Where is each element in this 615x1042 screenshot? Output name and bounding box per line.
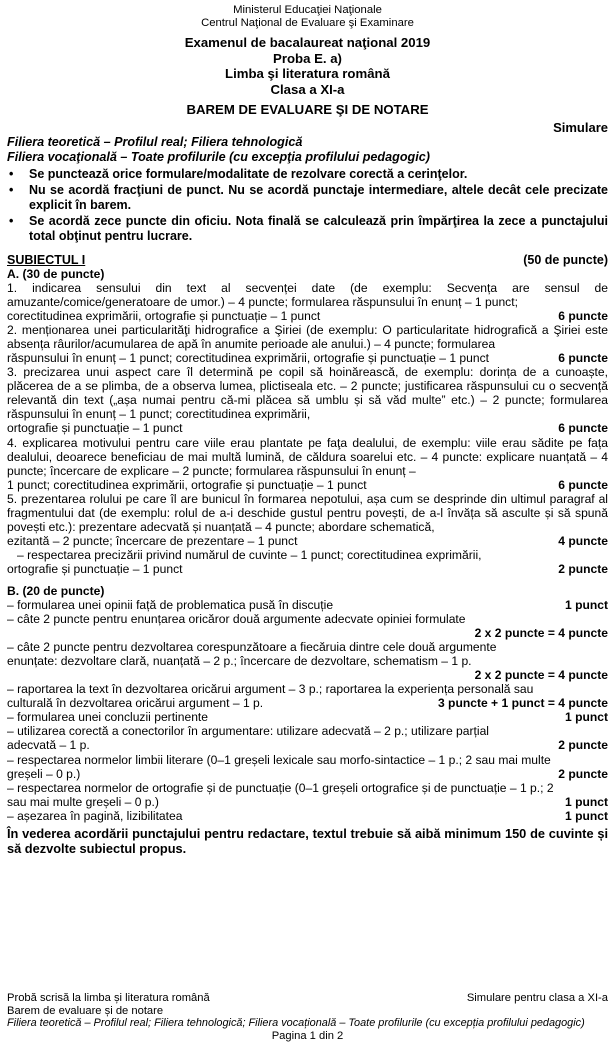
part-b-title: B. (20 de puncte) bbox=[7, 584, 608, 598]
filiera-line-2: Filiera vocaţională – Toate profilurile (cu excepţia profilului pedagogic) bbox=[7, 150, 608, 165]
bullet-icon: • bbox=[9, 167, 13, 182]
simulare-label: Simulare bbox=[7, 120, 608, 135]
b-item: – raportarea la text în dezvoltarea oricărui argument – 3 p.; raportarea la experiența personală sau culturală în dezvoltarea oricărui argument – 1 p. 3 puncte + 1 punct = 4 puncte bbox=[7, 682, 608, 710]
b-item: – respectarea normelor de ortografie și de punctuație (0–1 greșeli ortografice și de punctuație – 1 p.; 2 sau mai multe greșeli – 0 p.) 1 punct bbox=[7, 781, 608, 809]
document-page bbox=[7, 4, 608, 857]
item-2: 2. menționarea unei particularităţi hidrografice a Şiriei (de exemplu: O particularitate hidrografică a Şiriei este absența râurilor/acumularea de apă în anumite perioade ale anului.) – 4 puncte; formularea răspunsului în enunț – 1 punct; corectitudinea exprimării, ortografie și punctuație – 1 punct 6 puncte bbox=[7, 323, 608, 365]
redactare-note: În vederea acordării punctajului pentru redactare, textul trebuie să aibă minimum 150 de cuvinte și să dezvolte subiectul propus. bbox=[7, 826, 608, 857]
subiect-heading bbox=[7, 253, 608, 267]
rule-item: • Se punctează orice formulare/modalitate de rezolvare corectă a cerinţelor. bbox=[7, 167, 608, 182]
rule-item: • Nu se acordă fracţiuni de punct. Nu se acordă punctaje intermediare, altele decât cele precizate explicit în barem. bbox=[7, 183, 608, 212]
subiect-points: (50 de puncte) bbox=[523, 253, 608, 267]
item-4: 4. explicarea motivului pentru care viile erau plantate pe faţa dealului, de exemplu: viile erau sădite pe fața dealului, deoarece beneficiau de mai multă lumină, de căldura soarelui etc. – 4 puncte: explicare nuanțată – 4 puncte; încercare de explicare – 2 puncte; formularea răspunsului în enunț – 1 punct; corectitudinea exprimării, ortografie și punctuație – 1 punct 6 puncte bbox=[7, 436, 608, 492]
b-item: – formularea unei opinii față de problematica pusă în discuție 1 punct bbox=[7, 598, 608, 612]
b-item: – formularea unei concluzii pertinente 1 punct bbox=[7, 710, 608, 724]
b-item: – câte 2 puncte pentru enunțarea oricăror două argumente adecvate opiniei formulate 2 x 2 puncte = 4 puncte bbox=[7, 612, 608, 640]
bullet-icon: • bbox=[9, 214, 13, 229]
evaluation-center: Centrul Naţional de Evaluare şi Examinare bbox=[7, 17, 608, 30]
bullet-icon: • bbox=[9, 183, 13, 198]
subject-title: Limba şi literatura română bbox=[7, 66, 608, 82]
part-a-title: A. (30 de puncte) bbox=[7, 267, 608, 281]
ministry-name: Ministerul Educaţiei Naţionale bbox=[7, 4, 608, 17]
filiera-line-1: Filiera teoretică – Profilul real; Filiera tehnologică bbox=[7, 135, 608, 150]
footer-barem: Barem de evaluare și de notare bbox=[7, 1005, 608, 1018]
item-points: 2 puncte bbox=[550, 562, 608, 576]
item-points: 4 puncte bbox=[550, 534, 608, 548]
item-points: 6 puncte bbox=[550, 351, 608, 365]
page-number: Pagina 1 din 2 bbox=[7, 1030, 608, 1042]
rule-item: • Se acordă zece puncte din oficiu. Nota finală se calculează prin împărţirea la zece a punctajului total obţinut pentru lucrare. bbox=[7, 214, 608, 243]
footer-exam-name: Probă scrisă la limba și literatura română bbox=[7, 992, 210, 1005]
barem-title: BAREM DE EVALUARE ŞI DE NOTARE bbox=[7, 102, 608, 118]
item-3: 3. precizarea unui aspect care îl determină pe copil să hoinărească, de exemplu: dorința de a cunoaște, plăcerea de a se plimba, de a observa lumea, plictiseala etc. – 2 puncte; justificarea răspunsului cu o secvență relevantă din text („așa numai pentru că-mi plăcea să umblu și să văd multe” etc.) – 2 puncte; formularea răspunsului în enunț – 1 punct; corectitudinea exprimării, ortografie și punctuație – 1 punct 6 puncte bbox=[7, 365, 608, 435]
footer-simulare: Simulare pentru clasa a XI-a bbox=[467, 992, 608, 1005]
exam-title: Examenul de bacalaureat naţional 2019 bbox=[7, 35, 608, 51]
proba-title: Proba E. a) bbox=[7, 51, 608, 67]
page-footer bbox=[7, 992, 608, 1042]
class-title: Clasa a XI-a bbox=[7, 82, 608, 98]
item-5: 5. prezentarea rolului pe care îl are bunicul în formarea nepotului, așa cum se desprinde din ultimul paragraf al fragmentului dat (de exemplu: rolul de a-i deschide gustul pentru povești, de a-l învăța să asculte și să spună povești etc.): prezentare adecvată și nuanțată – 4 puncte; abordare schematică, ezitantă – 2 puncte; încercare de prezentare – 1 punct 4 puncte – respectarea precizării privind numărul de cuvinte – 1 punct; corectitudinea exprimării, ortografie și punctuație – 1 punct 2 puncte bbox=[7, 492, 608, 576]
b-item: – câte 2 puncte pentru dezvoltarea corespunzătoare a fiecăruia dintre cele două argumente enunțate: dezvoltare clară, nuanțată – 2 p.; încercare de dezvoltare, schematism – 1 p. 2 x 2 puncte = 4 puncte bbox=[7, 640, 608, 682]
item-points: 6 puncte bbox=[550, 309, 608, 323]
general-rules-list bbox=[7, 167, 608, 244]
b-item: – așezarea în pagină, lizibilitatea 1 punct bbox=[7, 809, 608, 823]
item-points: 6 puncte bbox=[550, 421, 608, 435]
item-1: 1. indicarea sensului din text al secvenței date (de exemplu: Secvența are sensul de amuzante/comice/generatoare de umor.) – 4 puncte; formularea răspunsului în enunț – 1 punct; corectitudinea exprimării, ortografie și punctuație – 1 punct 6 puncte bbox=[7, 281, 608, 323]
b-item: – respectarea normelor limbii literare (0–1 greșeli lexicale sau morfo-sintactice – 1 p.; 2 sau mai multe greșeli – 0 p.) 2 puncte bbox=[7, 753, 608, 781]
subiect-title: SUBIECTUL I bbox=[7, 253, 85, 267]
item-points: 6 puncte bbox=[550, 478, 608, 492]
footer-filiera: Filiera teoretică – Profilul real; Filiera tehnologică; Filiera vocațională – Toate profilurile (cu excepția profilului pedagogic) bbox=[7, 1017, 608, 1030]
b-item: – utilizarea corectă a conectorilor în argumentare: utilizare adecvată – 2 p.; utilizare parțial adecvată – 1 p. 2 puncte bbox=[7, 724, 608, 752]
